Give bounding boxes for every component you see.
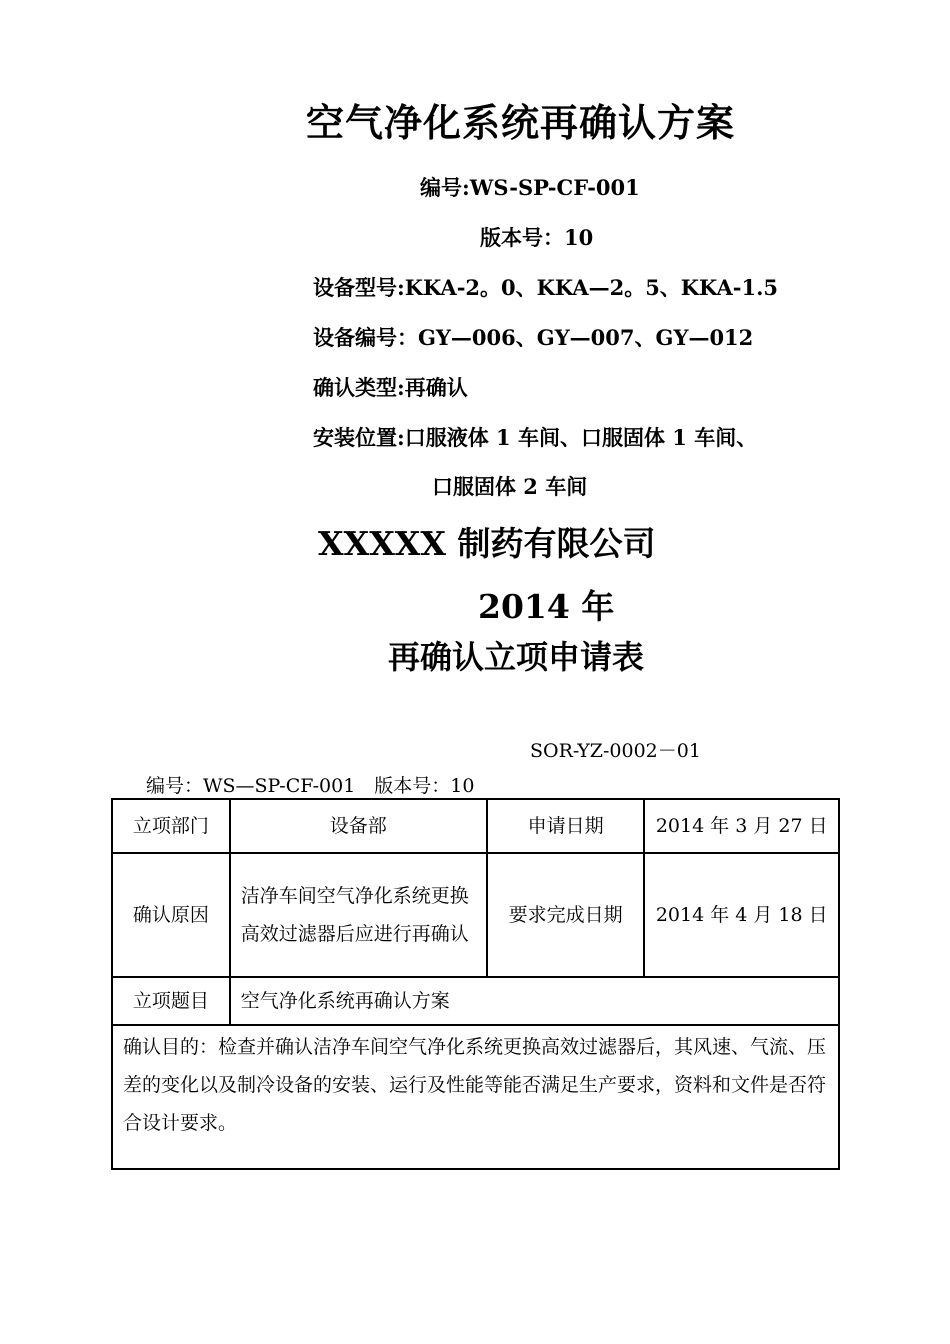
table-row [112, 799, 839, 853]
apply-date-label: 申请日期 [487, 799, 645, 853]
confirm-type: 确认类型:再确认 [313, 375, 468, 400]
topic-value: 空气净化系统再确认方案 [230, 977, 839, 1025]
table-row [112, 977, 839, 1025]
version: 版本号：10 [480, 225, 594, 250]
form-title: 再确认立项申请表 [388, 638, 645, 676]
table-row [112, 1025, 839, 1169]
form-code: SOR-YZ-0002－01 [530, 740, 701, 762]
document-title: 空气净化系统再确认方案 [306, 100, 736, 145]
location-line-2: 口服固体 2 车间 [432, 474, 588, 499]
topic-label: 立项题目 [112, 977, 230, 1025]
application-form-table [111, 798, 840, 1170]
equipment-model: 设备型号:KKA-2。0、KKA—2。5、KKA-1.5 [313, 275, 779, 300]
due-date-label: 要求完成日期 [487, 853, 645, 977]
apply-date-value: 2014 年 3 月 27 日 [644, 799, 839, 853]
table-row [112, 853, 839, 977]
company-name: XXXXX 制药有限公司 [318, 524, 656, 563]
year: 2014 年 [478, 587, 615, 626]
doc-number: 编号:WS-SP-CF-001 [420, 175, 640, 200]
dept-label: 立项部门 [112, 799, 230, 853]
equipment-number: 设备编号：GY—006、GY—007、GY—012 [313, 325, 754, 350]
reason-label: 确认原因 [112, 853, 230, 977]
reason-value: 洁净车间空气净化系统更换高效过滤器后应进行再确认 [230, 853, 487, 977]
due-date-value: 2014 年 4 月 18 日 [644, 853, 839, 977]
location-line-1: 安装位置:口服液体 1 车间、口服固体 1 车间、 [313, 425, 758, 450]
dept-value: 设备部 [230, 799, 487, 853]
purpose-text: 确认目的：检查并确认洁净车间空气净化系统更换高效过滤器后，其风速、气流、压差的变化以及制冷设备的安装、运行及性能等能否满足生产要求，资料和文件是否符合设计要求。 [112, 1025, 839, 1169]
form-number-line: 编号：WS—SP-CF-001 版本号：10 [146, 775, 475, 797]
